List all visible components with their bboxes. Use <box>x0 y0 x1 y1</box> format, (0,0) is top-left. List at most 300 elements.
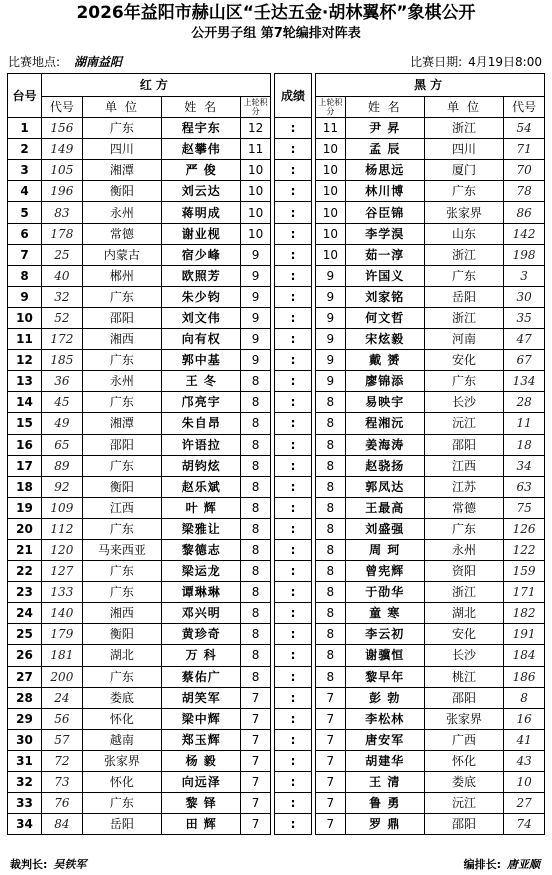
red-player-unit: 湘潭 <box>82 160 161 181</box>
black-player-code: 18 <box>504 434 545 455</box>
black-player-unit: 岳阳 <box>424 286 503 307</box>
table-cell-board: 14 <box>8 392 42 413</box>
black-player-code: 78 <box>504 181 545 202</box>
black-player-unit: 张家界 <box>424 708 503 729</box>
red-player-unit: 湘西 <box>82 329 161 350</box>
black-player-unit: 广东 <box>424 371 503 392</box>
red-player-code: 32 <box>41 286 82 307</box>
red-player-name: 向有权 <box>162 329 241 350</box>
table-cell-board: 22 <box>8 561 42 582</box>
black-player-name: 唐安军 <box>345 729 424 750</box>
table-cell-board: 15 <box>8 413 42 434</box>
black-player-code: 70 <box>504 160 545 181</box>
red-player-code: 127 <box>41 561 82 582</box>
black-player-unit: 广西 <box>424 729 503 750</box>
black-player-unit: 广东 <box>424 181 503 202</box>
date-value: 4月19日8:00 <box>468 55 542 69</box>
table-cell-board: 8 <box>8 265 42 286</box>
table-cell-board: 19 <box>8 497 42 518</box>
black-player-name: 姜海涛 <box>345 434 424 455</box>
table-row <box>8 350 545 371</box>
red-player-name: 向远泽 <box>162 772 241 793</box>
black-player-prev-points: 8 <box>316 413 345 434</box>
red-player-unit: 永州 <box>82 202 161 223</box>
red-player-name: 刘文伟 <box>162 307 241 328</box>
table-row <box>8 244 545 265</box>
table-cell-board: 21 <box>8 539 42 560</box>
black-player-prev-points: 10 <box>316 160 345 181</box>
red-player-code: 84 <box>41 814 82 835</box>
black-player-prev-points: 8 <box>316 645 345 666</box>
table-row <box>8 413 545 434</box>
black-player-code: 54 <box>504 118 545 139</box>
red-player-code: 120 <box>41 539 82 560</box>
table-row <box>8 539 545 560</box>
black-player-code: 171 <box>504 582 545 603</box>
red-player-code: 40 <box>41 265 82 286</box>
red-player-code: 156 <box>41 118 82 139</box>
table-cell-board: 6 <box>8 223 42 244</box>
red-player-prev-points: 8 <box>241 371 270 392</box>
black-player-unit: 江西 <box>424 455 503 476</box>
black-player-prev-points: 8 <box>316 561 345 582</box>
red-player-name: 黄珍奇 <box>162 624 241 645</box>
result-cell: : <box>275 371 311 392</box>
black-player-code: 10 <box>504 772 545 793</box>
table-row <box>8 561 545 582</box>
black-player-name: 刘盛强 <box>345 518 424 539</box>
col-header-result: 成绩 <box>275 74 311 118</box>
red-player-unit: 越南 <box>82 729 161 750</box>
red-player-unit: 衡阳 <box>82 476 161 497</box>
red-player-code: 172 <box>41 329 82 350</box>
black-player-name: 李云初 <box>345 624 424 645</box>
red-player-prev-points: 8 <box>241 582 270 603</box>
red-player-prev-points: 7 <box>241 687 270 708</box>
red-player-code: 149 <box>41 139 82 160</box>
black-player-unit: 永州 <box>424 539 503 560</box>
table-cell-board: 32 <box>8 772 42 793</box>
black-player-code: 122 <box>504 539 545 560</box>
result-cell: : <box>275 476 311 497</box>
result-cell: : <box>275 223 311 244</box>
table-row <box>8 814 545 835</box>
black-player-code: 182 <box>504 603 545 624</box>
result-cell: : <box>275 181 311 202</box>
black-player-unit: 浙江 <box>424 118 503 139</box>
black-player-prev-points: 10 <box>316 139 345 160</box>
red-player-prev-points: 9 <box>241 350 270 371</box>
col-header-prev-points: 上轮积分 <box>241 97 270 118</box>
black-player-prev-points: 9 <box>316 286 345 307</box>
black-player-name: 宋炫毅 <box>345 329 424 350</box>
black-player-prev-points: 7 <box>316 687 345 708</box>
col-header-board: 台号 <box>8 74 42 118</box>
black-player-name: 罗 鼎 <box>345 814 424 835</box>
black-player-name: 廖锦添 <box>345 371 424 392</box>
red-player-prev-points: 8 <box>241 603 270 624</box>
black-player-unit: 桃江 <box>424 666 503 687</box>
red-player-code: 196 <box>41 181 82 202</box>
red-player-prev-points: 8 <box>241 455 270 476</box>
black-player-unit: 安化 <box>424 350 503 371</box>
result-cell: : <box>275 392 311 413</box>
result-cell: : <box>275 413 311 434</box>
red-player-prev-points: 7 <box>241 814 270 835</box>
red-player-name: 梁运龙 <box>162 561 241 582</box>
black-player-name: 许国义 <box>345 265 424 286</box>
black-player-code: 191 <box>504 624 545 645</box>
result-cell: : <box>275 139 311 160</box>
black-player-unit: 广东 <box>424 265 503 286</box>
table-cell-board: 1 <box>8 118 42 139</box>
black-player-name: 茹一淳 <box>345 244 424 265</box>
red-player-prev-points: 10 <box>241 160 270 181</box>
result-cell: : <box>275 497 311 518</box>
black-player-prev-points: 10 <box>316 181 345 202</box>
red-player-prev-points: 10 <box>241 181 270 202</box>
red-player-unit: 广东 <box>82 118 161 139</box>
red-player-prev-points: 8 <box>241 497 270 518</box>
red-player-name: 王 冬 <box>162 371 241 392</box>
red-player-prev-points: 7 <box>241 729 270 750</box>
red-player-name: 欧照芳 <box>162 265 241 286</box>
black-player-code: 198 <box>504 244 545 265</box>
red-player-name: 万 科 <box>162 645 241 666</box>
red-player-unit: 怀化 <box>82 772 161 793</box>
result-cell: : <box>275 708 311 729</box>
black-player-unit: 安化 <box>424 624 503 645</box>
red-player-unit: 湘西 <box>82 603 161 624</box>
result-cell: : <box>275 582 311 603</box>
table-cell-board: 31 <box>8 750 42 771</box>
black-player-name: 童 寒 <box>345 603 424 624</box>
red-player-code: 112 <box>41 518 82 539</box>
table-row <box>8 286 545 307</box>
table-row <box>8 750 545 771</box>
black-player-prev-points: 8 <box>316 392 345 413</box>
red-player-prev-points: 9 <box>241 286 270 307</box>
black-player-unit: 四川 <box>424 139 503 160</box>
result-cell: : <box>275 645 311 666</box>
red-player-unit: 娄底 <box>82 687 161 708</box>
black-player-name: 刘家铭 <box>345 286 424 307</box>
result-cell: : <box>275 118 311 139</box>
black-player-code: 47 <box>504 329 545 350</box>
black-player-name: 郭凤达 <box>345 476 424 497</box>
black-player-prev-points: 8 <box>316 624 345 645</box>
black-player-unit: 邵阳 <box>424 814 503 835</box>
black-player-prev-points: 8 <box>316 666 345 687</box>
red-player-name: 朱少钧 <box>162 286 241 307</box>
red-player-prev-points: 8 <box>241 518 270 539</box>
red-player-code: 24 <box>41 687 82 708</box>
result-cell: : <box>275 666 311 687</box>
black-player-code: 34 <box>504 455 545 476</box>
black-player-code: 16 <box>504 708 545 729</box>
black-player-unit: 江苏 <box>424 476 503 497</box>
black-player-prev-points: 9 <box>316 329 345 350</box>
table-cell-board: 28 <box>8 687 42 708</box>
red-player-name: 胡笑军 <box>162 687 241 708</box>
red-player-prev-points: 8 <box>241 624 270 645</box>
black-player-unit: 山东 <box>424 223 503 244</box>
black-player-code: 184 <box>504 645 545 666</box>
table-cell-board: 16 <box>8 434 42 455</box>
col-header-code: 代号 <box>41 97 82 118</box>
red-player-name: 黎 铎 <box>162 793 241 814</box>
red-player-unit: 张家界 <box>82 750 161 771</box>
red-player-unit: 常德 <box>82 223 161 244</box>
result-cell: : <box>275 624 311 645</box>
black-player-name: 王 清 <box>345 772 424 793</box>
table-cell-board: 5 <box>8 202 42 223</box>
red-player-name: 赵乐斌 <box>162 476 241 497</box>
red-player-name: 邓兴明 <box>162 603 241 624</box>
red-side-header: 红方 <box>41 74 270 97</box>
result-cell: : <box>275 202 311 223</box>
result-cell: : <box>275 772 311 793</box>
black-player-prev-points: 8 <box>316 603 345 624</box>
red-player-unit: 江西 <box>82 497 161 518</box>
red-player-name: 田 辉 <box>162 814 241 835</box>
red-player-name: 邝亮宇 <box>162 392 241 413</box>
red-player-unit: 广东 <box>82 392 161 413</box>
black-player-unit: 娄底 <box>424 772 503 793</box>
black-player-name: 黎早年 <box>345 666 424 687</box>
black-player-name: 杨思远 <box>345 160 424 181</box>
result-cell: : <box>275 286 311 307</box>
black-player-unit: 湖北 <box>424 603 503 624</box>
table-row <box>8 118 545 139</box>
black-player-unit: 广东 <box>424 518 503 539</box>
table-cell-board: 27 <box>8 666 42 687</box>
black-player-code: 134 <box>504 371 545 392</box>
black-player-prev-points: 7 <box>316 750 345 771</box>
black-player-name: 鲁 勇 <box>345 793 424 814</box>
referee-label: 裁判长: <box>10 858 48 871</box>
table-row <box>8 181 545 202</box>
red-player-unit: 广东 <box>82 582 161 603</box>
table-cell-board: 29 <box>8 708 42 729</box>
red-player-prev-points: 9 <box>241 307 270 328</box>
black-player-prev-points: 9 <box>316 265 345 286</box>
red-player-name: 胡钧炫 <box>162 455 241 476</box>
result-cell: : <box>275 561 311 582</box>
result-cell: : <box>275 307 311 328</box>
table-row <box>8 793 545 814</box>
red-player-code: 36 <box>41 371 82 392</box>
red-player-name: 程宇东 <box>162 118 241 139</box>
red-player-name: 谢业枧 <box>162 223 241 244</box>
table-row <box>8 518 545 539</box>
black-player-unit: 浙江 <box>424 244 503 265</box>
black-player-code: 142 <box>504 223 545 244</box>
red-player-unit: 怀化 <box>82 708 161 729</box>
red-player-name: 宿少峰 <box>162 244 241 265</box>
red-player-name: 蔡佑广 <box>162 666 241 687</box>
red-player-prev-points: 9 <box>241 244 270 265</box>
red-player-name: 朱自昂 <box>162 413 241 434</box>
table-row <box>8 202 545 223</box>
red-player-prev-points: 7 <box>241 708 270 729</box>
black-player-name: 程湘沅 <box>345 413 424 434</box>
red-player-name: 黎德志 <box>162 539 241 560</box>
red-player-prev-points: 9 <box>241 329 270 350</box>
black-player-name: 赵骁扬 <box>345 455 424 476</box>
result-cell: : <box>275 539 311 560</box>
black-player-prev-points: 8 <box>316 582 345 603</box>
black-player-unit: 长沙 <box>424 645 503 666</box>
black-player-name: 彭 勃 <box>345 687 424 708</box>
table-row <box>8 265 545 286</box>
table-cell-board: 23 <box>8 582 42 603</box>
table-cell-board: 25 <box>8 624 42 645</box>
table-cell-board: 12 <box>8 350 42 371</box>
col-header-unit: 单 位 <box>82 97 161 118</box>
red-player-unit: 永州 <box>82 371 161 392</box>
red-player-code: 92 <box>41 476 82 497</box>
arranger-label: 编排长: <box>463 858 501 871</box>
red-player-code: 76 <box>41 793 82 814</box>
table-row <box>8 371 545 392</box>
result-cell: : <box>275 350 311 371</box>
black-player-prev-points: 10 <box>316 202 345 223</box>
col-header-name: 姓 名 <box>345 97 424 118</box>
red-player-name: 蒋明成 <box>162 202 241 223</box>
red-player-prev-points: 8 <box>241 413 270 434</box>
black-player-code: 63 <box>504 476 545 497</box>
black-player-code: 11 <box>504 413 545 434</box>
table-cell-board: 13 <box>8 371 42 392</box>
black-player-code: 75 <box>504 497 545 518</box>
red-player-unit: 邵阳 <box>82 434 161 455</box>
black-player-prev-points: 7 <box>316 729 345 750</box>
red-player-name: 杨 毅 <box>162 750 241 771</box>
result-cell: : <box>275 750 311 771</box>
red-player-code: 179 <box>41 624 82 645</box>
red-player-name: 梁雅让 <box>162 518 241 539</box>
black-player-code: 28 <box>504 392 545 413</box>
table-row <box>8 307 545 328</box>
table-row <box>8 329 545 350</box>
black-player-unit: 河南 <box>424 329 503 350</box>
black-player-code: 186 <box>504 666 545 687</box>
col-header-name: 姓 名 <box>162 97 241 118</box>
black-player-unit: 沅江 <box>424 413 503 434</box>
red-player-unit: 广东 <box>82 286 161 307</box>
black-player-name: 谷臣锦 <box>345 202 424 223</box>
black-player-prev-points: 8 <box>316 518 345 539</box>
red-player-unit: 内蒙古 <box>82 244 161 265</box>
table-cell-board: 7 <box>8 244 42 265</box>
black-player-code: 30 <box>504 286 545 307</box>
table-cell-board: 30 <box>8 729 42 750</box>
result-cell: : <box>275 793 311 814</box>
pairing-rows <box>8 118 545 835</box>
table-row <box>8 708 545 729</box>
pairing-table <box>7 73 545 835</box>
black-player-name: 易映宇 <box>345 392 424 413</box>
black-player-unit: 长沙 <box>424 392 503 413</box>
table-row <box>8 582 545 603</box>
table-cell-board: 3 <box>8 160 42 181</box>
black-player-unit: 张家界 <box>424 202 503 223</box>
black-player-prev-points: 7 <box>316 772 345 793</box>
table-row <box>8 497 545 518</box>
red-player-code: 200 <box>41 666 82 687</box>
black-player-name: 戴 赟 <box>345 350 424 371</box>
red-player-code: 109 <box>41 497 82 518</box>
red-player-unit: 衡阳 <box>82 624 161 645</box>
red-player-prev-points: 11 <box>241 139 270 160</box>
result-cell: : <box>275 329 311 350</box>
result-cell: : <box>275 729 311 750</box>
table-row <box>8 139 545 160</box>
black-player-prev-points: 8 <box>316 476 345 497</box>
result-cell: : <box>275 265 311 286</box>
black-player-unit: 沅江 <box>424 793 503 814</box>
black-player-code: 35 <box>504 307 545 328</box>
black-player-unit: 邵阳 <box>424 687 503 708</box>
page-title: 2026年益阳市赫山区“壬达五金·胡林翼杯”象棋公开 <box>76 3 476 23</box>
arranger-name: 唐亚顺 <box>507 858 540 871</box>
black-player-unit: 怀化 <box>424 750 503 771</box>
black-player-name: 周 珂 <box>345 539 424 560</box>
result-cell: : <box>275 455 311 476</box>
red-player-unit: 广东 <box>82 793 161 814</box>
black-player-prev-points: 8 <box>316 539 345 560</box>
red-player-code: 89 <box>41 455 82 476</box>
red-player-unit: 马来西亚 <box>82 539 161 560</box>
result-cell: : <box>275 687 311 708</box>
red-player-code: 105 <box>41 160 82 181</box>
red-player-code: 45 <box>41 392 82 413</box>
result-cell: : <box>275 518 311 539</box>
red-player-name: 严 俊 <box>162 160 241 181</box>
red-player-name: 许语拉 <box>162 434 241 455</box>
black-player-prev-points: 7 <box>316 793 345 814</box>
result-cell: : <box>275 434 311 455</box>
red-player-name: 叶 辉 <box>162 497 241 518</box>
black-player-name: 李松林 <box>345 708 424 729</box>
table-cell-board: 26 <box>8 645 42 666</box>
red-player-code: 49 <box>41 413 82 434</box>
red-player-prev-points: 7 <box>241 772 270 793</box>
table-row <box>8 160 545 181</box>
black-player-unit: 常德 <box>424 497 503 518</box>
table-row <box>8 455 545 476</box>
black-player-name: 王最高 <box>345 497 424 518</box>
red-player-unit: 广东 <box>82 666 161 687</box>
table-cell-board: 9 <box>8 286 42 307</box>
table-row <box>8 624 545 645</box>
table-cell-board: 11 <box>8 329 42 350</box>
red-player-prev-points: 8 <box>241 561 270 582</box>
col-header-unit: 单 位 <box>424 97 503 118</box>
black-player-name: 谢骥恒 <box>345 645 424 666</box>
table-row <box>8 392 545 413</box>
red-player-unit: 邵阳 <box>82 307 161 328</box>
red-player-prev-points: 8 <box>241 434 270 455</box>
table-cell-board: 34 <box>8 814 42 835</box>
table-row <box>8 729 545 750</box>
table-cell-board: 2 <box>8 139 42 160</box>
venue-label: 比赛地点: <box>8 55 61 69</box>
table-cell-board: 17 <box>8 455 42 476</box>
red-player-unit: 广东 <box>82 350 161 371</box>
black-player-unit: 厦门 <box>424 160 503 181</box>
